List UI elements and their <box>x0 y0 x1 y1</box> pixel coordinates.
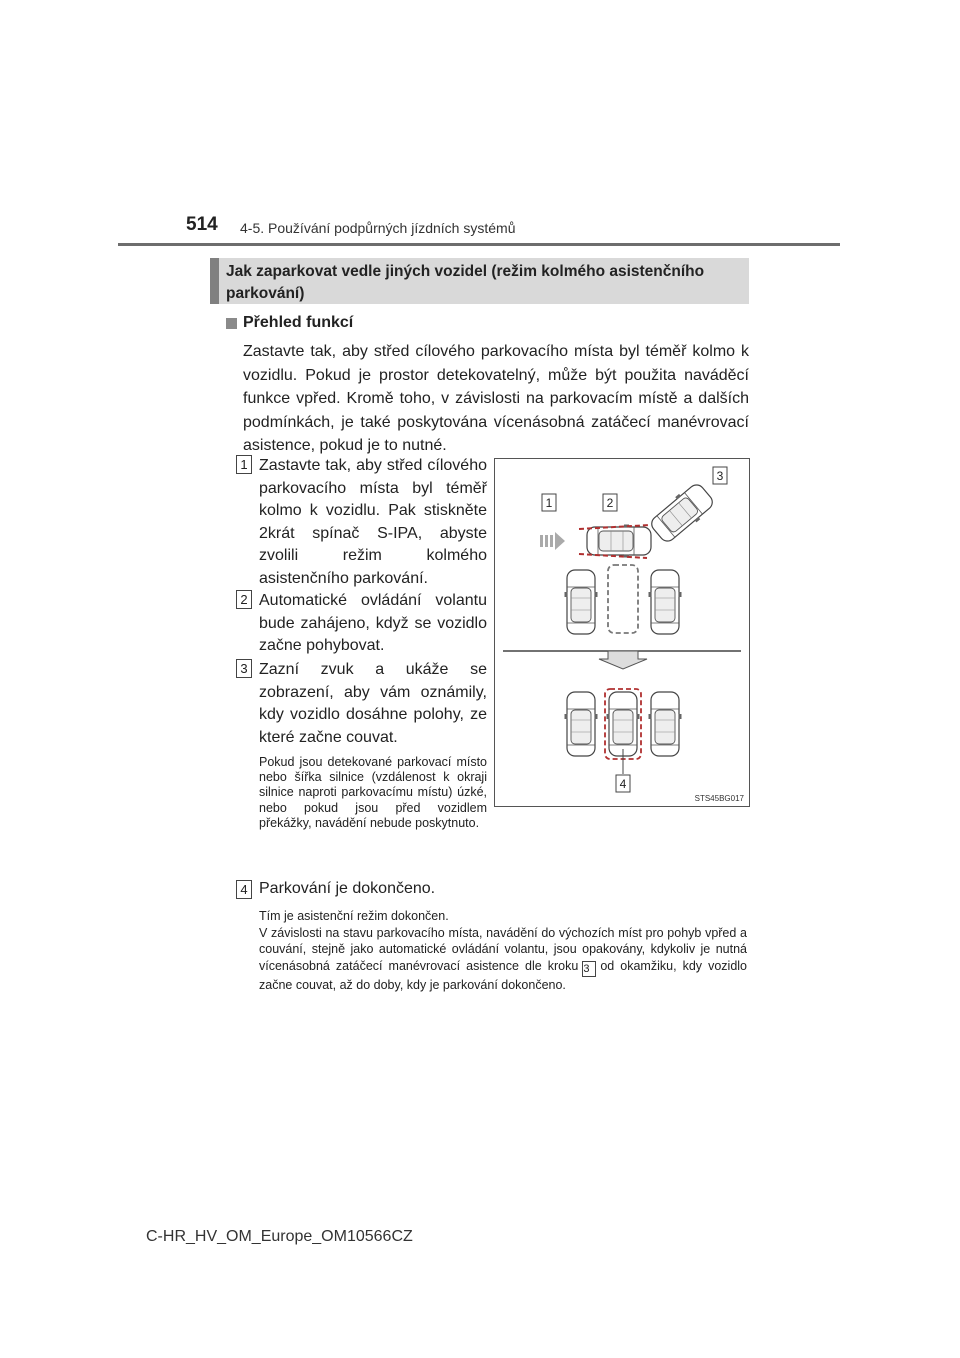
svg-text:3: 3 <box>716 469 724 483</box>
parked-car-left-top <box>565 570 598 634</box>
step-1-text: Zastavte tak, aby střed cílového parkovacího místa byl téměř kolmo k vozidlu. Pak stiskněte 2krát spínač S-IPA, abyste zvolili režim kolmého asistenčního parkování. <box>259 457 487 587</box>
down-arrow-icon <box>599 651 647 669</box>
step-number-2: 2 <box>236 590 252 609</box>
parked-car-right-bottom <box>649 692 682 756</box>
parked-car-left-bottom <box>565 692 598 756</box>
figure-code: STS45BG017 <box>694 794 744 803</box>
svg-text:2: 2 <box>606 496 614 510</box>
step-4-text: Parkování je dokončeno. <box>259 880 436 897</box>
step-3-note: Pokud jsou detekované parkovací místo nebo šířka silnice (vzdálenost k okraji silnice naproti parkovacímu místu) úzké, nebo pokud jsou před vozidlem překážky, navádění nebude poskytnuto. <box>259 755 487 830</box>
footer-document-id: C-HR_HV_OM_Europe_OM10566CZ <box>146 1228 413 1245</box>
parking-diagram-svg <box>495 459 749 806</box>
label-4 <box>616 775 630 792</box>
closing-line-1: Tím je asistenční režim dokončen. <box>259 909 449 923</box>
step-number-1: 1 <box>236 455 252 474</box>
section-heading-box <box>210 258 749 304</box>
car-end-icon <box>647 480 717 546</box>
step-3-text: Zazní zvuk a ukáže se zobrazení, aby vám oznámily, kdy vozidlo dosáhne polohy, ze které začne couvat. <box>259 661 487 746</box>
overview-title: Přehled funkcí <box>243 314 354 331</box>
closing-paragraph <box>259 908 747 993</box>
header-divider <box>118 243 840 246</box>
svg-text:4: 4 <box>619 777 627 791</box>
parked-car-final <box>607 692 640 756</box>
step-reference-3: 3 <box>582 961 596 977</box>
label-1 <box>542 494 556 511</box>
step-number-3: 3 <box>236 659 252 678</box>
parking-diagram <box>494 458 750 807</box>
car-start-icon <box>587 525 651 558</box>
closing-text-a: V závislosti na stavu parkovacího místa, navádění do výchozích míst pro pohyb vpřed a couvání, stejně jako automatické ovládání volantu, jsou opakovány, kdykoliv je nutná vícenásobná zatáčecí manévrovací asistence dle kroku <box>259 925 747 973</box>
closing-text-b: od okamžiku, kdy vozidlo začne couvat, až do doby, kdy je parkování dokončeno. <box>259 958 747 992</box>
label-2 <box>603 494 617 511</box>
step-number-4: 4 <box>236 880 252 899</box>
svg-text:1: 1 <box>545 496 553 510</box>
section-heading-bar <box>210 258 219 304</box>
parked-car-right-top <box>649 570 682 634</box>
square-bullet-icon <box>226 318 237 329</box>
overview-intro: Zastavte tak, aby střed cílového parkovacího místa byl téměř kolmo k vozidlu. Pokud je prostor detekovatelný, může být použita naváděcí funkce vpřed. Kromě toho, v závislosti na parkovacím místě a dalších podmínkách, je také poskytována vícenásobná zatáčecí manévrovací asistence, pokud je to nutné. <box>243 343 749 454</box>
target-parking-space <box>608 565 638 633</box>
label-3 <box>713 467 727 484</box>
step-2-text: Automatické ovládání volantu bude zahájeno, když se vozidlo začne pohybovat. <box>259 592 487 654</box>
chapter-title: 4-5. Používání podpůrných jízdních systémů <box>240 220 516 236</box>
section-title: Jak zaparkovat vedle jiných vozidel (režim kolmého asistenčního parkování) <box>226 263 705 302</box>
page-number: 514 <box>186 214 218 235</box>
forward-arrow-icon <box>540 532 565 550</box>
